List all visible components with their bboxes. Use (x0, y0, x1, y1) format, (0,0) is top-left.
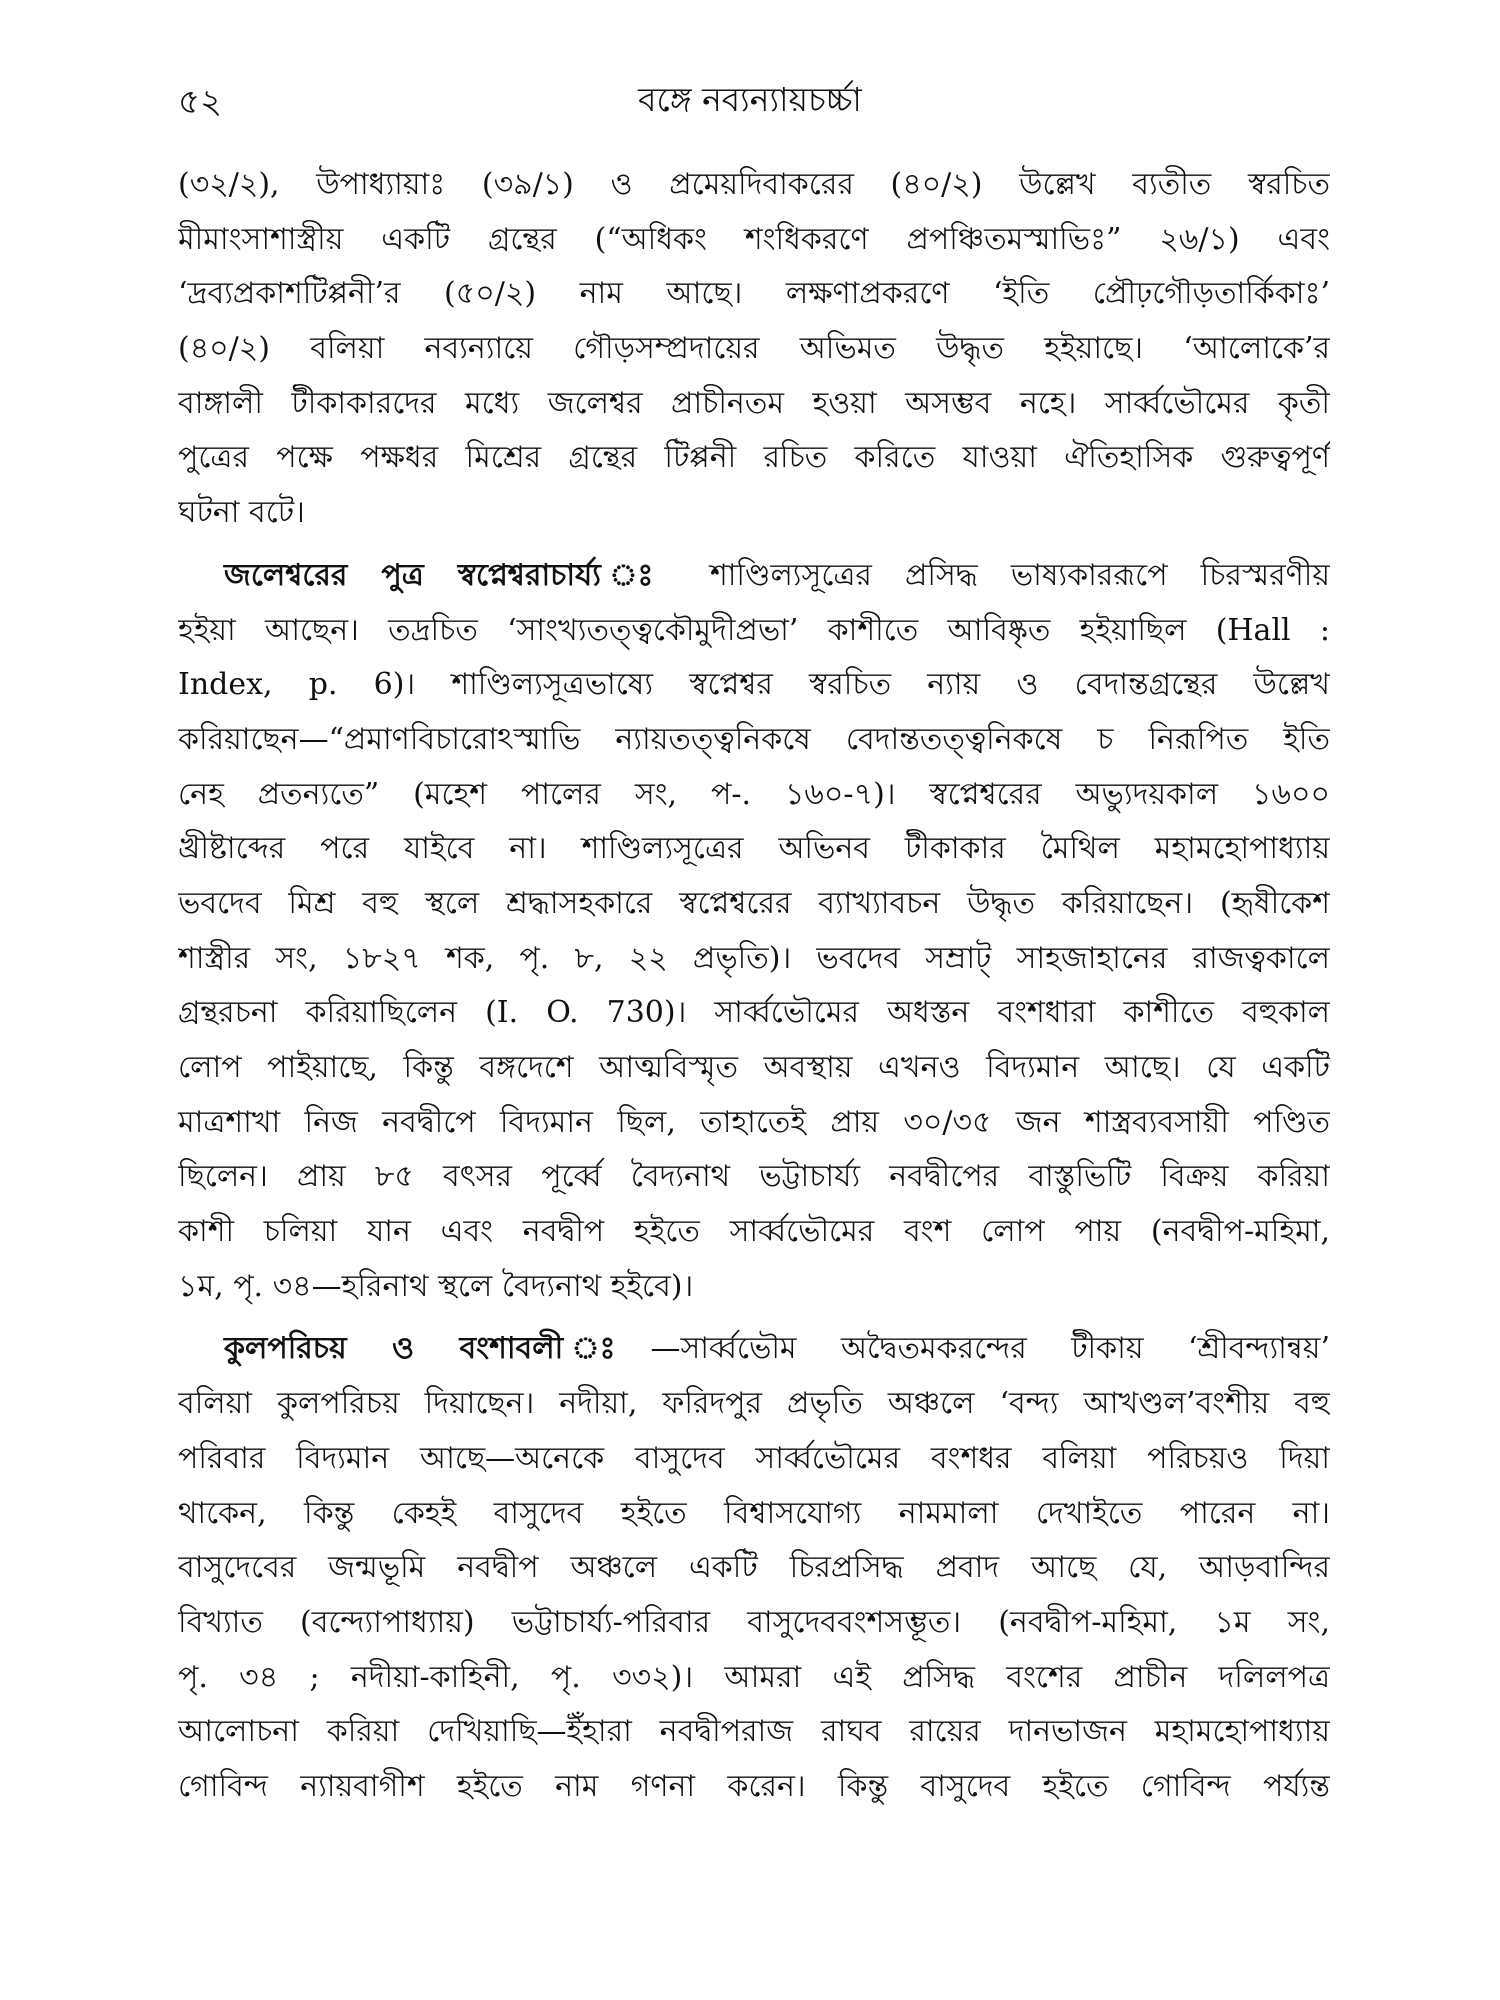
text-line: পৃ. ৩৪ ; নদীয়া-কাহিনী, পৃ. ৩৩২)। আমরা এই প্রসিদ্ধ বংশের প্রাচীন দলিলপত্র (178, 1659, 1330, 1695)
text-line: (৪০/২) বলিয়া নব্যন্যায়ে গৌড়সম্প্রদায়ের অভিমত উদ্ধৃত হইয়াছে। ‘আলোকে’র (178, 331, 1330, 367)
text-line: ভবদেব মিশ্র বহু স্থলে শ্রদ্ধাসহকারে স্বপ্নেশ্বরের ব্যাখ্যাবচন উদ্ধৃত করিয়াছেন। (হৃষীকেশ (178, 885, 1330, 921)
text-line: মীমাংসাশাস্ত্রীয় একটি গ্রন্থের (“অধিকং শংধিকরণে প্রপঞ্চিতমস্মাভিঃ” ২৬/১) এবং (178, 221, 1330, 257)
text-line: পুত্রের পক্ষে পক্ষধর মিশ্রের গ্রন্থের টিপ্পনী রচিত করিতে যাওয়া ঐতিহাসিক গুরুত্বপূর্ণ (178, 440, 1330, 476)
text-line: থাকেন, কিন্তু কেহই বাসুদেব হইতে বিশ্বাসযোগ্য নামমালা দেখাইতে পারেন না। (178, 1495, 1330, 1531)
paragraph-3 (178, 1322, 1330, 1814)
text-line: বিখ্যাত (বন্দ্যোপাধ্যায়) ভট্টাচার্য্য-পরিবার বাসুদেববংশসম্ভূত। (নবদ্বীপ-মহিমা, ১ম সং, (178, 1604, 1330, 1640)
text-line: হইয়া আছেন। তদ্রচিত ‘সাংখ্যতত্ত্বকৌমুদীপ্রভা’ কাশীতে আবিষ্কৃত হইয়াছিল (Hall : (178, 612, 1330, 648)
section-heading: জলেশ্বরের পুত্র স্বপ্নেশ্বরাচার্য্য ঃ (224, 557, 677, 593)
paragraph-2 (178, 549, 1330, 1315)
text-line: ঘটনা বটে। (178, 495, 305, 531)
section-heading: কুলপরিচয় ও বংশাবলী ঃ (224, 1331, 651, 1367)
text-line: গ্রন্থরচনা করিয়াছিলেন (I. O. 730)। সার্ব্বভৌমের অধস্তন বংশধারা কাশীতে বহুকাল (178, 995, 1330, 1031)
text-line: (৩২/২), উপাধ্যায়াঃ (৩৯/১) ও প্রমেয়দিবাকরের (৪০/২) উল্লেখ ব্যতীত স্বরচিত (178, 167, 1330, 202)
heading-rest: শাণ্ডিল্যসূত্রের প্রসিদ্ধ ভাষ্যকাররূপে চিরস্মরণীয় (709, 557, 1330, 593)
paragraph-1 (178, 158, 1330, 541)
text-line: শাস্ত্রীর সং, ১৮২৭ শক, পৃ. ৮, ২২ প্রভৃতি)। ভবদেব সম্রাট্ সাহজাহানের রাজত্বকালে (178, 940, 1330, 976)
text-line: কাশী চলিয়া যান এবং নবদ্বীপ হইতে সার্ব্বভৌমের বংশ লোপ পায় (নবদ্বীপ-মহিমা, (178, 1214, 1330, 1250)
text-line (178, 549, 1330, 604)
text-line: Index, p. 6)। শাণ্ডিল্যসূত্রভাষ্যে স্বপ্নেশ্বর স্বরচিত ন্যায় ও বেদান্তগ্রন্থের উল্লেখ (178, 667, 1330, 703)
running-header: বঙ্গে নব্যন্যায়চর্চ্চা (638, 80, 862, 119)
text-line: বাসুদেবের জন্মভূমি নবদ্বীপ অঞ্চলে একটি চিরপ্রসিদ্ধ প্রবাদ আছে যে, আড়বান্দির (178, 1550, 1330, 1586)
text-line: গোবিন্দ ন্যায়বাগীশ হইতে নাম গণনা করেন। কিন্তু বাসুদেব হইতে গোবিন্দ পর্য্যন্ত (178, 1768, 1330, 1804)
text-line: ‘দ্রব্যপ্রকাশটিপ্পনী’র (৫০/২) নাম আছে। লক্ষণাপ্রকরণে ‘ইতি প্রৌঢ়গৌড়তার্কিকাঃ’ (178, 276, 1330, 312)
text-line: লোপ পাইয়াছে, কিন্তু বঙ্গদেশে আত্মবিস্মৃত অবস্থায় এখনও বিদ্যমান আছে। যে একটি (178, 1050, 1330, 1085)
text-line: পরিবার বিদ্যমান আছে—অনেকে বাসুদেব সার্ব্বভৌমের বংশধর বলিয়া পরিচয়ও দিয়া (178, 1440, 1330, 1476)
text-line: নেহ প্রতন্যতে” (মহেশ পালের সং, প-. ১৬০-৭)। স্বপ্নেশ্বরের অভ্যুদয়কাল ১৬০০ (178, 776, 1330, 812)
text-line: আলোচনা করিয়া দেখিয়াছি—ইঁহারা নবদ্বীপরাজ রাঘব রায়ের দানভাজন মহামহোপাধ্যায় (178, 1714, 1330, 1750)
text-line: খ্রীষ্টাব্দের পরে যাইবে না। শাণ্ডিল্যসূত্রের অভিনব টীকাকার মৈথিল মহামহোপাধ্যায় (178, 831, 1330, 867)
body-text (178, 158, 1330, 1815)
text-line: বলিয়া কুলপরিচয় দিয়াছেন। নদীয়া, ফরিদপুর প্রভৃতি অঞ্চলে ‘বন্দ্য আখণ্ডল’বংশীয় বহু (178, 1386, 1330, 1422)
text-line (178, 1322, 1330, 1377)
text-line: মাত্রশাখা নিজ নবদ্বীপে বিদ্যমান ছিল, তাহাতেই প্রায় ৩০/৩৫ জন শাস্ত্রব্যবসায়ী পণ্ডিত (178, 1104, 1330, 1140)
text-line: ১ম, পৃ. ৩৪—হরিনাথ স্থলে বৈদ্যনাথ হইবে)। (178, 1268, 694, 1304)
heading-rest: —সার্ব্বভৌম অদ্বৈতমকরন্দের টীকায় ‘শ্রীবন্দ্যান্বয়’ (650, 1331, 1330, 1367)
page-number: ৫২ (178, 82, 223, 122)
text-line: বাঙ্গালী টীকাকারদের মধ্যে জলেশ্বর প্রাচীনতম হওয়া অসম্ভব নহে। সার্ব্বভৌমের কৃতী (178, 385, 1330, 421)
text-line: করিয়াছেন—“প্রমাণবিচারোঽস্মাভি ন্যায়তত্ত্বনিকষে বেদান্ততত্ত্বনিকষে চ নিরূপিত ইতি (178, 721, 1330, 757)
text-line: ছিলেন। প্রায় ৮৫ বৎসর পূর্ব্বে বৈদ্যনাথ ভট্টাচার্য্য নবদ্বীপের বাস্তুভিটি বিক্রয় করিয়া (178, 1159, 1330, 1195)
